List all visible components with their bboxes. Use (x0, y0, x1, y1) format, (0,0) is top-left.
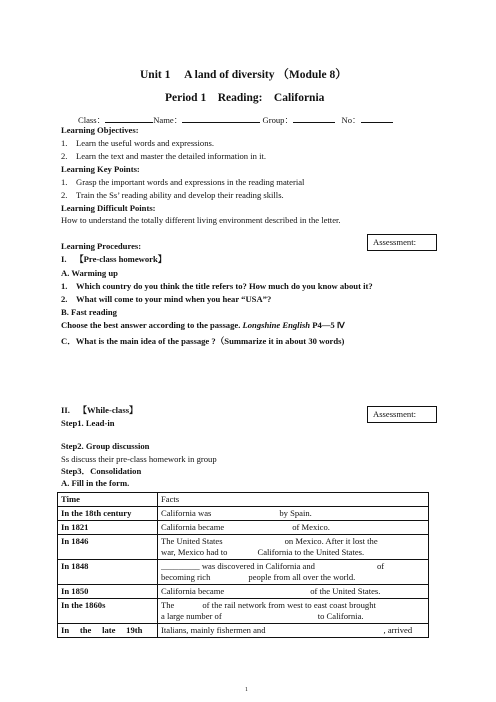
time-cell: In the late 19th (58, 624, 158, 638)
fact-text: California was (161, 508, 212, 518)
fact-text: becoming rich (161, 572, 211, 582)
time-cell: In the 1860s (58, 599, 158, 624)
fill-form-heading: A. Fill in the form. (61, 478, 130, 488)
objective-item: 2. Learn the text and master the detailed information in it. (61, 151, 266, 161)
fact-text: of the rail network from west to east coast brought (202, 600, 376, 610)
history-form-table (57, 492, 429, 638)
fact-text: California became (161, 522, 225, 532)
time-cell: In 1821 (58, 521, 158, 535)
fact-text: _________ was discovered in California and (161, 561, 315, 571)
class-label: Class： (78, 115, 106, 125)
key-point-item: 1. Grasp the important words and expressions in the reading material (61, 177, 305, 187)
fact-text: of (376, 561, 385, 571)
time-cell: In 1848 (58, 560, 158, 585)
objectives-heading: Learning Objectives: (61, 125, 139, 135)
fact-text: The (161, 600, 175, 610)
facts-cell[interactable] (158, 599, 429, 624)
difficult-points-text: How to understand the totally different living environment described in the letter. (61, 215, 341, 225)
table-row (58, 535, 429, 560)
step2-text: Ss discuss their pre-class homework in group (61, 454, 217, 464)
pre-class-heading: I. 【Pre-class homework】 (61, 254, 167, 264)
group-label: Group： (262, 115, 294, 125)
fact-text: of Mexico. (292, 522, 330, 532)
fact-text: a large number of (161, 611, 222, 621)
fact-text: , arrived (383, 625, 413, 635)
no-blank[interactable] (361, 113, 393, 123)
difficult-points-heading: Learning Difficult Points: (61, 203, 156, 213)
facts-cell[interactable] (158, 535, 429, 560)
fact-text: Italians, mainly fishermen and (161, 625, 266, 635)
key-point-item: 2. Train the Ss’ reading ability and develop their reading skills. (61, 190, 284, 200)
fast-reading-instruction (61, 320, 345, 331)
no-label: No： (341, 115, 361, 125)
table-row (58, 507, 429, 521)
objective-item: 1. Learn the useful words and expressions. (61, 138, 214, 148)
name-blank[interactable] (182, 113, 260, 123)
fact-text: California became (161, 586, 225, 596)
fact-text: The United States (161, 536, 223, 546)
facts-header: Facts (158, 493, 429, 507)
source-book: Longshine English (242, 320, 311, 330)
main-idea-question: C．What is the main idea of the passage ?（Summarize it in about 30 words) (61, 336, 345, 346)
table-row (58, 560, 429, 585)
fact-text: California to the United States. (257, 547, 365, 557)
time-header: Time (58, 493, 158, 507)
facts-cell[interactable] (158, 560, 429, 585)
fact-text: on Mexico. After it lost the (284, 536, 378, 546)
unit-title: Unit 1 A land of diversity （Module 8） (140, 69, 347, 81)
while-class-heading: II. 【While-class】 (61, 405, 138, 415)
table-row (58, 624, 429, 638)
step1-heading: Step1. Lead-in (61, 418, 115, 428)
name-label: Name： (153, 115, 183, 125)
source-pages: P4—5 Ⅳ (310, 320, 345, 330)
facts-cell[interactable] (158, 507, 429, 521)
fast-reading-heading: B. Fast reading (61, 307, 117, 317)
table-row (58, 521, 429, 535)
class-blank[interactable] (105, 113, 153, 123)
table-row (58, 599, 429, 624)
facts-cell[interactable] (158, 624, 429, 638)
warming-up-question: 2. What will come to your mind when you hear “USA”? (61, 294, 272, 304)
assessment-box: Assessment: (367, 234, 437, 251)
time-cell: In 1846 (58, 535, 158, 560)
key-points-heading: Learning Key Points: (61, 164, 140, 174)
instruction-text: Choose the best answer according to the passage. (61, 320, 243, 330)
step3-heading: Step3．Consolidation (61, 466, 142, 476)
facts-cell[interactable] (158, 521, 429, 535)
fact-text: war, Mexico had to (161, 547, 228, 557)
time-cell: In the 18th century (58, 507, 158, 521)
warming-up-question: 1. Which country do you think the title refers to? How much do you know about it? (61, 281, 373, 291)
fact-text: of the United States. (310, 586, 381, 596)
procedures-heading: Learning Procedures: (61, 241, 142, 251)
fact-text: by Spain. (279, 508, 312, 518)
fact-text: to California. (317, 611, 364, 621)
time-cell: In 1850 (58, 585, 158, 599)
table-header-row (58, 493, 429, 507)
fact-text: people from all over the world. (248, 572, 356, 582)
facts-cell[interactable] (158, 585, 429, 599)
page-number: 1 (245, 687, 248, 693)
assessment-box: Assessment: (367, 406, 437, 423)
warming-up-heading: A. Warming up (61, 268, 118, 278)
table-row (58, 585, 429, 599)
group-blank[interactable] (293, 113, 335, 123)
step2-heading: Step2. Group discussion (61, 441, 150, 451)
period-title: Period 1 Reading: California (165, 92, 325, 104)
